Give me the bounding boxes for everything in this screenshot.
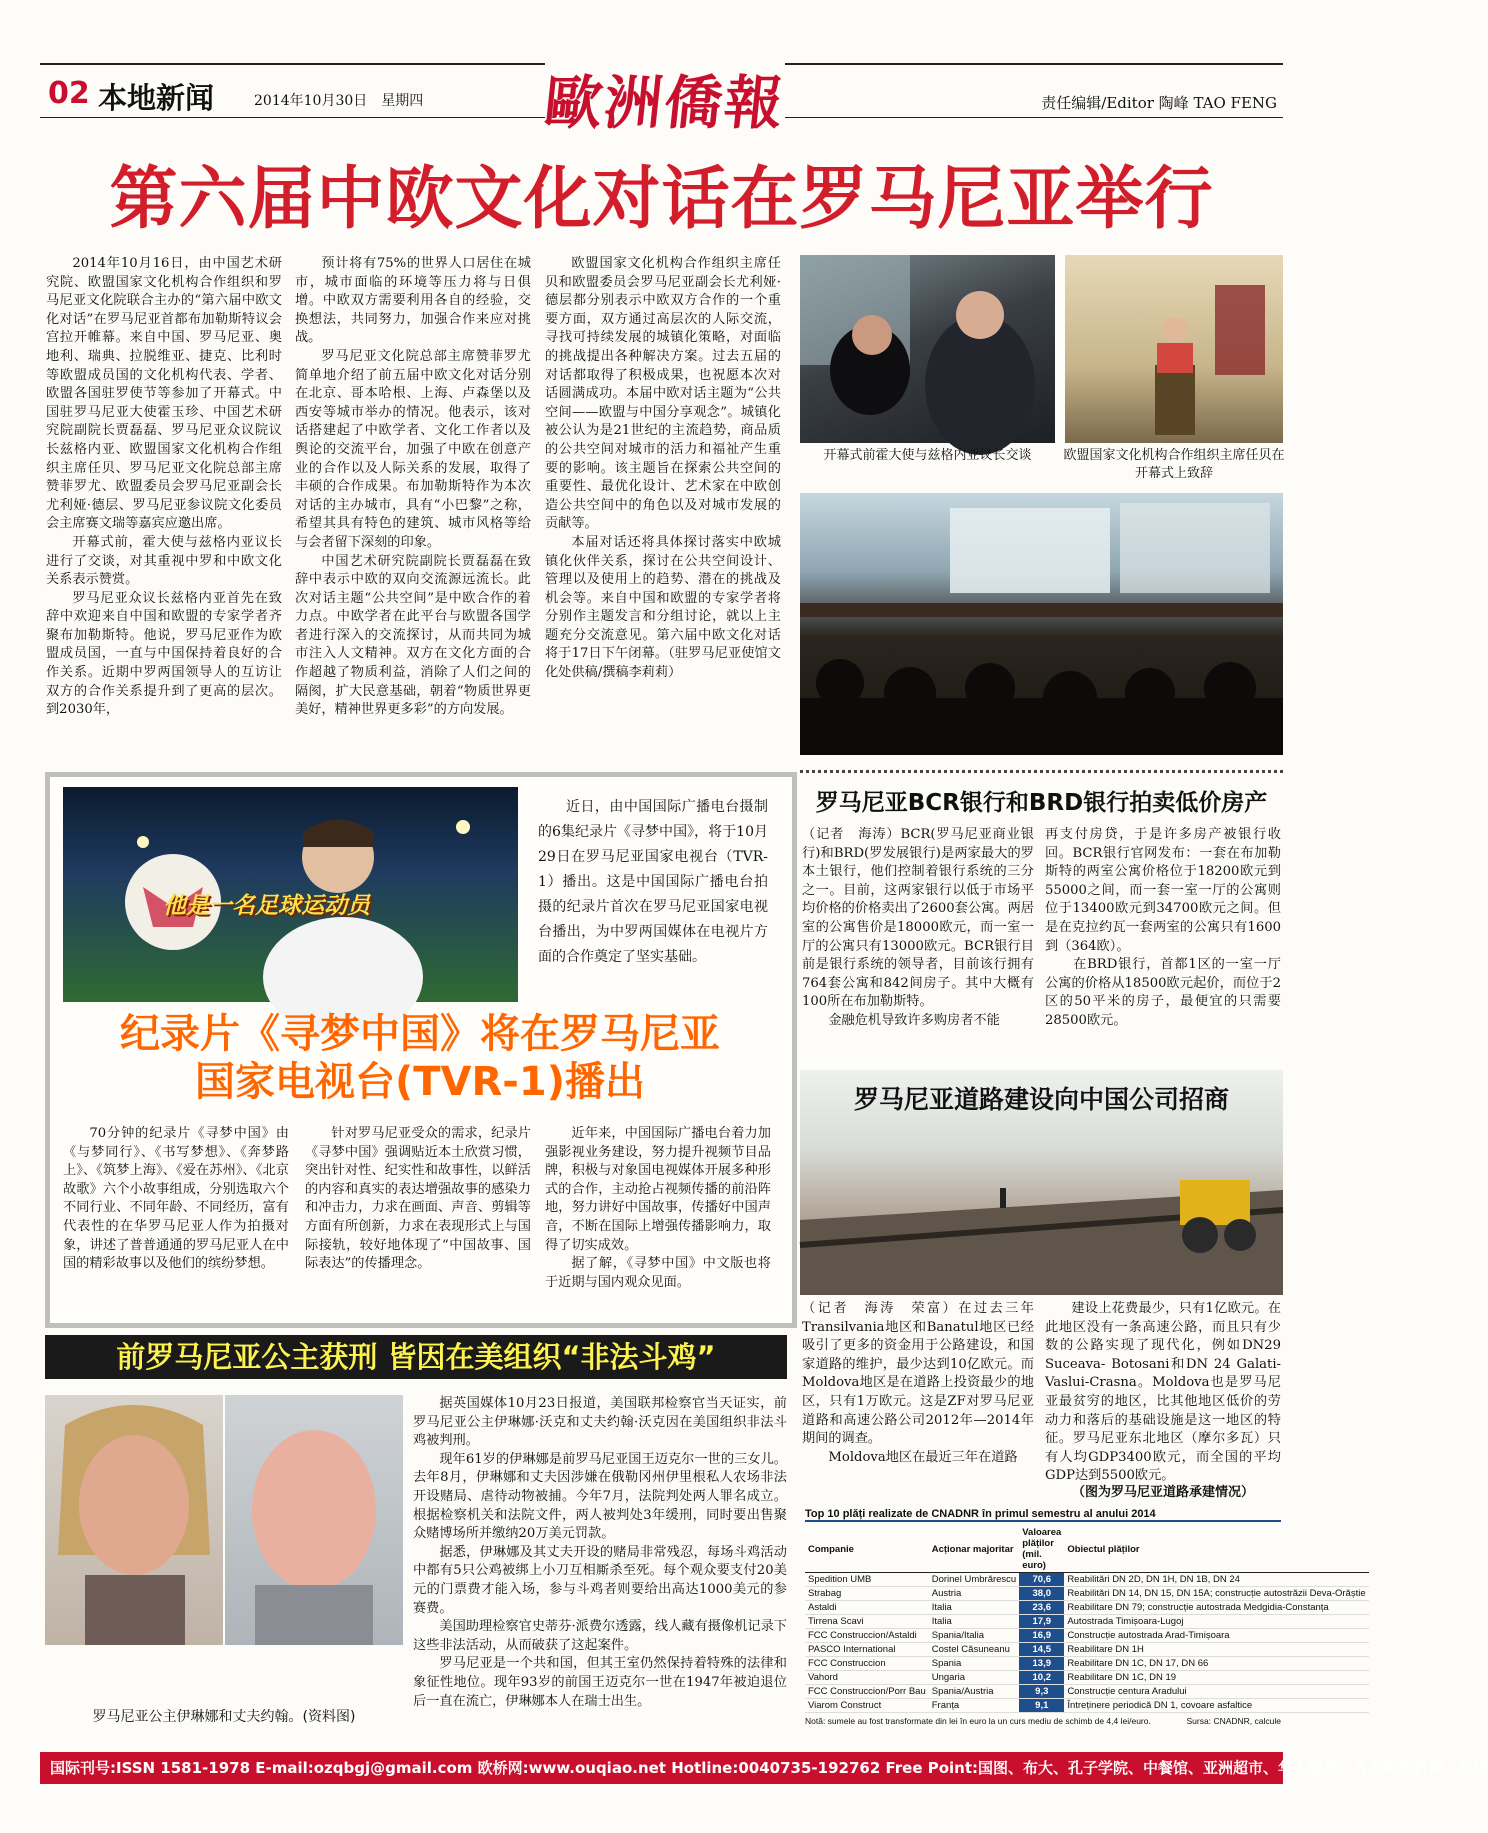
- documentary-intro: [538, 795, 768, 995]
- lead-paragraph: 2014年10月16日，由中国艺术研究院、欧盟国家文化机构合作组织和罗马尼亚文化院联合主办的“第六届中欧文化对话”在罗马尼亚首都布加勒斯特议会宫拉开帷幕。来自中国、罗马尼亚、奥地利、瑞典、拉脱维亚、捷克、比利时等欧盟成员国的文化机构代表、学者、欧盟各国驻罗使节等参加了开幕式。中国驻罗马尼亚大使霍玉珍、中国艺术研究院副院长贾磊磊、罗马尼亚众议院议长兹格内亚、欧盟国家文化机构合作组织主席任贝、罗马尼亚文化院总部主席赞菲罗尤、欧盟委员会罗马尼亚副会长尤利娅·德层、罗马尼亚参议院文化委员会主席赛文瑞等嘉宾应邀出席。: [46, 256, 282, 532]
- photo-conference-hall: [800, 493, 1283, 755]
- documentary-headline-line-1: 纪录片《寻梦中国》将在罗马尼亚: [120, 1011, 720, 1057]
- lead-paragraph: 预计将有75%的世界人口居住在城市，城市面临的环境等压力将与日俱增。中欧双方需要利用各自的经验，交换想法，共同努力，加强合作来应对挑战。: [295, 256, 531, 346]
- documentary-poster-text: 他是一名足球运动员: [163, 893, 370, 919]
- table-cell: Austria: [929, 1587, 1019, 1601]
- lead-column-3: [545, 255, 781, 755]
- table-cell: 9,3: [1019, 1685, 1064, 1699]
- table-cell: Ungaria: [929, 1671, 1019, 1685]
- header-rule-right-bottom: [785, 117, 1283, 118]
- masthead-logo: 歐洲僑報: [540, 69, 789, 137]
- table-cell: Reabilitare DN 79; construcție autostrada Medgidia-Constanța: [1064, 1601, 1368, 1615]
- table-cell: Spedition UMB: [805, 1573, 929, 1587]
- princess-article: [413, 1395, 787, 1745]
- lead-paragraph: 本届对话还将具体探讨落实中欧城镇化伙伴关系，探讨在公共空间设计、管理以及使用上的趋势、潜在的挑战及机会等。来自中国和欧盟的专家学者将分别作主题发言和分组讨论，就以上主题充分交流意见。第六届中欧文化对话将于17日下午闭幕。（驻罗马尼亚使馆文化处供稿/撰稿李莉莉）: [545, 534, 781, 681]
- road-payments-table: [805, 1508, 1366, 1740]
- documentary-paragraph: 针对罗马尼亚受众的需求，纪录片《寻梦中国》强调贴近本土欣赏习惯，突出针对性、纪实性和故事性，以鲜活的内容和真实的表达增强故事的感染力和冲击力，力求在画面、声音、剪辑等方面有所创新，力求在表现形式上与国际接轨，较好地体现了“中国故事、国际表达”的传播理念。: [305, 1126, 531, 1272]
- table-header: Valoarea plăților (mil. euro): [1019, 1526, 1064, 1573]
- header-rule-left-bottom: [40, 117, 545, 118]
- road-table: [805, 1526, 1369, 1713]
- table-cell: Construcție autostrada Arad-Timișoara: [1064, 1629, 1368, 1643]
- documentary-headline: [60, 1010, 780, 1106]
- table-cell: Italia: [929, 1615, 1019, 1629]
- road-headline: 罗马尼亚道路建设向中国公司招商: [853, 1085, 1229, 1114]
- table-row: [805, 1685, 1369, 1699]
- table-row: [805, 1601, 1369, 1615]
- photo-john-art: [225, 1395, 403, 1645]
- section-number: 02: [48, 76, 90, 111]
- princess-paragraph: 美国助理检察官史蒂芬·派费尔透露，线人藏有摄像机记录下这些非法活动，从而破获了这起案件。: [413, 1619, 787, 1653]
- documentary-headline-line-2: 国家电视台(TVR-1)播出: [194, 1059, 646, 1105]
- table-cell: FCC Construccion/Astaldi: [805, 1629, 929, 1643]
- table-row: [805, 1671, 1369, 1685]
- table-header: Acționar majoritar: [929, 1526, 1019, 1573]
- table-cell: 9,1: [1019, 1699, 1064, 1713]
- table-cell: Viarom Construct: [805, 1699, 929, 1713]
- table-cell: 10,2: [1019, 1671, 1064, 1685]
- road-column-2: [1045, 1300, 1281, 1482]
- table-cell: FCC Construccion: [805, 1657, 929, 1671]
- lead-headline: 第六届中欧文化对话在罗马尼亚举行: [109, 160, 1214, 239]
- princess-paragraph: 罗马尼亚是一个共和国，但其王室仍然保持着特殊的法律和象征性地位。现年93岁的前国王迈克尔一世在1947年被迫退位后一直在流亡，伊琳娜本人在瑞士出生。: [413, 1656, 787, 1709]
- table-cell: Tirrena Scavi: [805, 1615, 929, 1629]
- documentary-column-3: [545, 1125, 771, 1305]
- table-cell: Vahord: [805, 1671, 929, 1685]
- table-row: [805, 1643, 1369, 1657]
- princess-banner: 前罗马尼亚公主获刑 皆因在美组织“非法斗鸡”: [45, 1335, 787, 1379]
- table-cell: Astaldi: [805, 1601, 929, 1615]
- editor-credit: 责任编辑/Editor 陶峰 TAO FENG: [1041, 94, 1277, 112]
- table-cell: PASCO International: [805, 1643, 929, 1657]
- table-cell: 23,6: [1019, 1601, 1064, 1615]
- table-cell: Reabilitări DN 14, DN 15, DN 15A; construcție autostrăzii Deva-Orăștie: [1064, 1587, 1368, 1601]
- princess-paragraph: 据英国媒体10月23日报道，美国联邦检察官当天证实，前罗马尼亚公主伊琳娜·沃克和丈夫约翰·沃克因在美国组织非法斗鸡被判刑。: [413, 1396, 787, 1449]
- lead-paragraph: 罗马尼亚众议长兹格内亚首先在致辞中欢迎来自中国和欧盟的专家学者齐聚布加勒斯特。他说，罗马尼亚作为欧盟成员国，一直与中国保持着良好的合作关系。近期中罗两国领导人的互访让双方的合作关系提升到了更高的层次。到2030年，: [46, 590, 282, 718]
- issue-date: 2014年10月30日 星期四: [254, 93, 424, 109]
- bank-top-rule: [800, 770, 1283, 773]
- lead-paragraph: 罗马尼亚文化院总部主席赞菲罗尤简单地介绍了前五届中欧文化对话分别在北京、哥本哈根、上海、卢森堡以及西安等城市举办的情况。他表示，该对话搭建起了中欧学者、文化工作者以及舆论的交流平台，加强了中欧在创意产业的合作以及人际关系的发展，取得了丰硕的合作成果。布加勒斯特作为本次对话的主办城市，具有“小巴黎”之称，希望其具有特色的建筑、城市风格等给与会者留下深刻的印象。: [295, 348, 531, 550]
- table-row: [805, 1699, 1369, 1713]
- photo-speech-art: [1065, 255, 1283, 443]
- photo-john: [225, 1395, 403, 1645]
- table-row: [805, 1657, 1369, 1671]
- documentary-poster: [63, 787, 518, 1002]
- photo-ambassador-talk: [800, 255, 1055, 443]
- lead-column-2: [295, 255, 531, 755]
- table-row: [805, 1629, 1369, 1643]
- lead-paragraph: 欧盟国家文化机构合作组织主席任贝和欧盟委员会罗马尼亚副会长尤利娅·德层都分别表示中欧双方合作的一个重要方面，双方通过高层次的人际交流，寻找可持续发展的城镇化策略，对面临的挑战提出各种解决方案。过去五届的对话都取得了积极成果，也祝愿本次对话圆满成功。本届中欧对话主题为“公共空间——欧盟与中国分享观念”。城镇化被公认为是21世纪的主流趋势，商品质的公共空间对城市的活力和福祉产生重要的影响。该主题旨在探索公共空间的重要性、最优化设计、艺术家在中欧创造公共空间中的角色以及对城市发展的贡献等。: [545, 256, 781, 532]
- lead-paragraph: 开幕式前，霍大使与兹格内亚议长进行了交谈，对其重视中罗和中欧文化关系表示赞赏。: [46, 534, 282, 588]
- documentary-paragraph: 近年来，中国国际广播电台着力加强影视业务建设，努力提升视频节目品牌，积极与对象国电视媒体开展多种形式的合作，主动抢占视频传播的前沿阵地，努力讲好中国故事，传播好中国声音，不断在国际上增强传播影响力，取得了切实成效。: [545, 1126, 771, 1253]
- table-cell: Spania: [929, 1657, 1019, 1671]
- bank-column-2: 再支付房贷，于是许多房产被银行收回。BCR银行官网发布：一套在布加勒斯特的两室公寓价格位于18200欧元到55000之间，而一套一室一厅的公寓则位于13400欧元到34700欧元之间。但是在克拉约瓦一套两室的公寓只有1600到（364欧）。 在BRD银行，首都1区的一室一厅公寓的价格从18500欧元起价，而位于2区的50平米的房子，最便宜的只需要28500欧元。: [1045, 827, 1281, 1028]
- photo-irina-art: [45, 1395, 223, 1645]
- table-cell: 13,9: [1019, 1657, 1064, 1671]
- photo-caption-2: 欧盟国家文化机构合作组织主席任贝在开幕式上致辞: [1063, 448, 1285, 481]
- lead-paragraph: 中国艺术研究院副院长贾磊磊在致辞中表示中欧的双向交流源远流长。此次对话主题“公共空间”是中欧合作的着力点。中欧学者在此平台与欧盟各国学者进行深入的交流探讨，从而共同为城市注入人文精神。双方在文化方面的合作超越了物质利益，消除了人们之间的隔阂，扩大民意基础，朝着“物质世界更美好，精神世界更多彩”的方向发展。: [295, 553, 531, 718]
- table-header: Obiectul plăților: [1064, 1526, 1368, 1573]
- header-rule-right: [785, 63, 1283, 65]
- road-column-1: （记者 海涛 荣富）在过去三年Transilvania地区和Banatul地区已经吸引了更多的资金用于公路建设，和国家道路的维护，最少达到10亿欧元。而Moldova地区是在道路上投资最少的地区，只有1万欧元。这是ZF对罗马尼亚道路和高速公路公司2012年—2014年期间的调查。 Moldova地区在最近三年在道路: [802, 1301, 1034, 1465]
- table-cell: Dorinel Umbrărescu: [929, 1573, 1019, 1587]
- table-cell: Construcție centura Aradului: [1064, 1685, 1368, 1699]
- bank-column-1: （记者 海涛）BCR(罗马尼亚商业银行)和BRD(罗发展银行)是两家最大的罗本土银行，他们控制着银行系统的三分之一。目前，这两家银行以低于市场平均价格的价格卖出了2600套公寓。两居室的公寓售价是18000欧元，而一室一厅的公寓只有13000欧元。BCR银行目前是银行系统的领导者，目前该行拥有764套公寓和842间房子。其中大概有100所在布加勒斯特。 金融危机导致许多购房者不能: [802, 827, 1034, 1028]
- photo-conference-art: [800, 493, 1283, 755]
- table-cell: Spania/Austria: [929, 1685, 1019, 1699]
- footer-bar: 国际刊号:ISSN 1581-1978 E-mail:ozqbgj@gmail.com 欧桥网:www.ouqiao.net Hotline:0040735-192762 Free Point:国图、布大、孔子学院、中餐馆、亚洲超市、华人超市、各大中资机构、机场: [40, 1752, 1283, 1784]
- road-table-footnote: [805, 1716, 1281, 1726]
- table-row: [805, 1587, 1369, 1601]
- road-caption: （图为罗马尼亚道路承建情况）: [1071, 1485, 1254, 1500]
- documentary-intro-paragraph: 近日，由中国国际广播电台摄制的6集纪录片《寻梦中国》，将于10月29日在罗马尼亚国家电视台（TVR-1）播出。这是中国国际广播电台拍摄的纪录片首次在罗马尼亚国家电视台播出，为中罗两国媒体在电视片方面的合作奠定了坚实基础。: [538, 799, 768, 965]
- documentary-paragraph: 70分钟的纪录片《寻梦中国》由《与梦同行》、《书写梦想》、《奔梦路上》、《筑梦上海》、《爱在苏州》、《北京故歌》六个小故事组成，分别选取六个不同行业、不同年龄、不同经历，富有代表性的在华罗马尼亚人作为拍摄对象，讲述了普普通通的罗马尼亚人在中国的精彩故事以及他们的缤纷梦想。: [63, 1126, 289, 1272]
- table-cell: 70,6: [1019, 1573, 1064, 1587]
- road-table-title: Top 10 plăți realizate de CNADNR în primul semestru al anului 2014: [805, 1508, 1281, 1522]
- table-cell: Întreținere periodică DN 1, covoare asfaltice: [1064, 1699, 1368, 1713]
- bank-headline: 罗马尼亚BCR银行和BRD银行拍卖低价房产: [815, 790, 1268, 816]
- table-cell: Reabilitare DN 1C, DN 17, DN 66: [1064, 1657, 1368, 1671]
- road-table-note: Notă: sumele au fost transformate din lei în euro la un curs mediu de schimb de 4,4 lei/euro.: [805, 1716, 1151, 1726]
- lead-column-1: [46, 255, 282, 755]
- table-cell: Reabilitare DN 1C, DN 19: [1064, 1671, 1368, 1685]
- table-cell: Autostrada Timișoara-Lugoj: [1064, 1615, 1368, 1629]
- table-cell: Italia: [929, 1601, 1019, 1615]
- table-cell: Reabilitări DN 2D, DN 1H, DN 1B, DN 24: [1064, 1573, 1368, 1587]
- table-cell: Strabag: [805, 1587, 929, 1601]
- table-cell: Costel Căsuneanu: [929, 1643, 1019, 1657]
- table-cell: Franța: [929, 1699, 1019, 1713]
- photo-ambassador-talk-art: [800, 255, 1055, 443]
- table-row: [805, 1615, 1369, 1629]
- road-paragraph: 建设上花费最少，只有1亿欧元。在此地区没有一条高速公路，而且只有少数的公路实现了现代化，例如DN29 Suceava- Botosani和DN 24 Galati-Vaslui-Crasna。Moldova也是罗马尼亚最贫穷的地区，比其他地区低价的劳动力和落后的基础设施是这一地区的特征。罗马尼亚东北地区（摩尔多瓦）只有人均GDP3400欧元，而全国的平均GDP达到5500欧元。: [1045, 1301, 1281, 1484]
- table-header: Companie: [805, 1526, 929, 1573]
- table-cell: Spania/Italia: [929, 1629, 1019, 1643]
- documentary-column-2: [305, 1125, 531, 1305]
- photo-caption-1: 开幕式前霍大使与兹格内亚议长交谈: [823, 448, 1032, 463]
- table-cell: 16,9: [1019, 1629, 1064, 1643]
- documentary-paragraph: 据了解，《寻梦中国》中文版也将于近期与国内观众见面。: [545, 1256, 771, 1290]
- princess-paragraph: 据悉，伊琳娜及其丈夫开设的赌局非常残忍，每场斗鸡活动中都有5只公鸡被绑上小刀互相厮杀至死。每个观众要支付20美元的门票费才能入场，参与斗鸡者则要给出高达1000美元的参赛费。: [413, 1544, 787, 1616]
- photo-speech: [1065, 255, 1283, 443]
- documentary-column-1: [63, 1125, 289, 1305]
- table-row: [805, 1573, 1369, 1587]
- table-cell: 14,5: [1019, 1643, 1064, 1657]
- table-cell: Reabilitare DN 1H: [1064, 1643, 1368, 1657]
- header-rule-left: [40, 63, 545, 65]
- table-cell: 38,0: [1019, 1587, 1064, 1601]
- table-cell: FCC Construccion/Porr Bau: [805, 1685, 929, 1699]
- photo-irina: [45, 1395, 223, 1645]
- table-cell: 17,9: [1019, 1615, 1064, 1629]
- section-name: 本地新闻: [98, 81, 215, 115]
- princess-caption: 罗马尼亚公主伊琳娜和丈夫约翰。(资料图): [92, 1709, 356, 1725]
- princess-paragraph: 现年61岁的伊琳娜是前罗马尼亚国王迈克尔一世的三女儿。去年8月，伊琳娜和丈夫因涉嫌在俄勒冈州伊里根私人农场非法开设赌局、虐待动物被捕。今年7月，法院判处两人罪名成立。根据检察机关和法院文件，两人被判处3年缓刑，同时要出售聚众赌博场所并缴纳20万美元罚款。: [413, 1451, 787, 1542]
- road-table-source: Sursa: CNADNR, calcule: [1186, 1716, 1281, 1726]
